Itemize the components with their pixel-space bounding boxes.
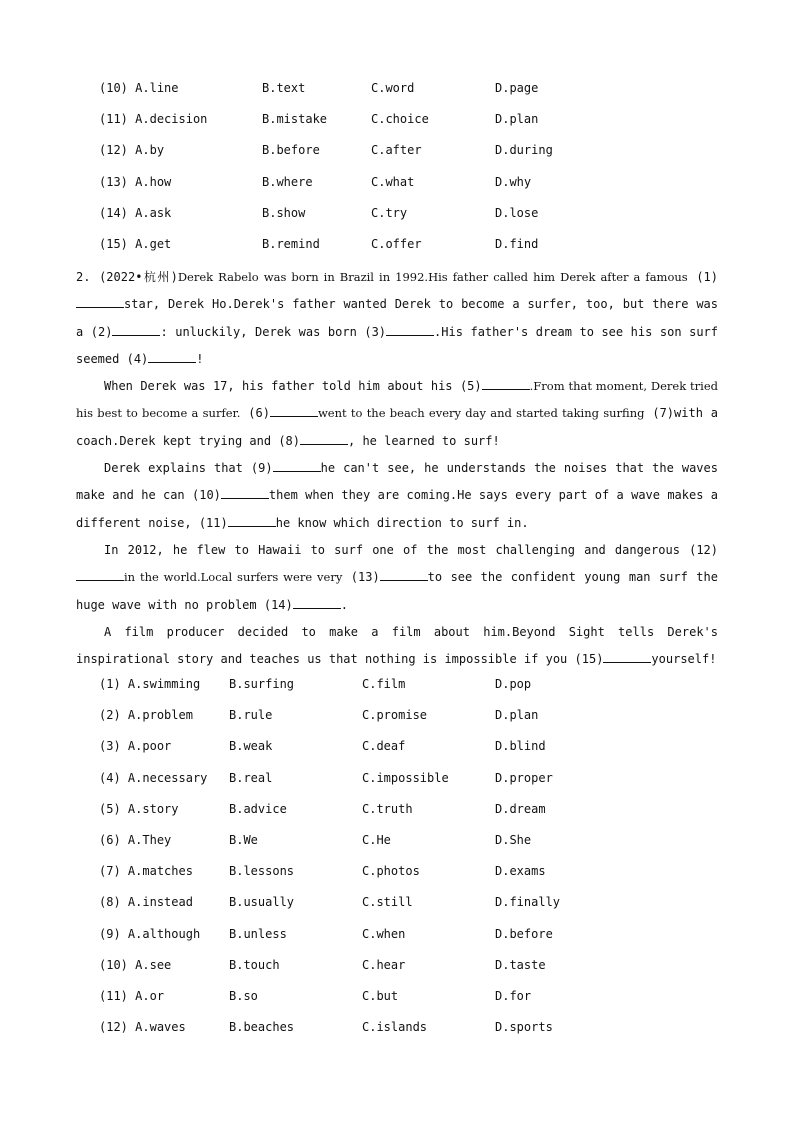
option-c: C.photos — [362, 864, 420, 879]
answer-blank[interactable] — [482, 377, 530, 390]
option-a: (3) A.poor — [99, 739, 172, 754]
passage-text: .From that moment, Derek tried his best to become a surfer. — [76, 379, 718, 421]
question2-passage — [76, 264, 718, 673]
question2-options — [0, 676, 794, 1050]
blank-number: (7) — [652, 406, 675, 421]
blank-number: (2) — [90, 324, 113, 339]
option-a: (7) A.matches — [99, 864, 193, 879]
option-a: (12) A.waves — [99, 1020, 186, 1035]
option-c: C.when — [362, 926, 406, 941]
passage-paragraph-1 — [76, 264, 718, 373]
option-c: C.offer — [371, 236, 422, 251]
option-a: (6) A.They — [99, 832, 172, 847]
option-row — [0, 863, 794, 894]
option-a: (1) A.swimming — [99, 677, 201, 691]
option-d: D.sports — [495, 1020, 553, 1035]
passage-paragraph-5 — [76, 619, 718, 674]
option-d: D.taste — [495, 957, 546, 972]
option-b: B.remind — [262, 236, 320, 251]
answer-blank[interactable] — [380, 568, 428, 581]
option-a: (10) A.line — [99, 81, 179, 95]
answer-blank[interactable] — [228, 514, 276, 527]
option-a: (11) A.or — [99, 988, 165, 1003]
blank-number: (1) — [696, 270, 718, 284]
option-b: B.rule — [229, 708, 273, 723]
option-b: B.before — [262, 143, 320, 158]
option-b: B.surfing — [229, 677, 295, 691]
option-d: D.plan — [495, 708, 539, 723]
option-d: D.exams — [495, 864, 546, 879]
option-c: C.film — [362, 677, 406, 691]
passage-text: to see the confident young man surf the huge wave with no problem — [76, 570, 718, 612]
option-b: B.touch — [229, 957, 280, 972]
option-d: D.She — [495, 832, 532, 847]
option-row — [0, 894, 794, 925]
option-d: D.lose — [495, 205, 539, 220]
option-b: B.show — [262, 205, 306, 220]
option-row — [0, 142, 794, 173]
option-c: C.what — [371, 174, 415, 189]
answer-blank[interactable] — [148, 350, 196, 363]
option-a: (14) A.ask — [99, 205, 172, 220]
option-d: D.why — [495, 174, 532, 189]
option-row — [0, 926, 794, 957]
option-b: B.We — [229, 832, 258, 847]
option-a: (15) A.get — [99, 236, 172, 251]
answer-blank[interactable] — [386, 323, 434, 336]
option-b: B.where — [262, 174, 313, 189]
option-b: B.text — [262, 81, 306, 95]
passage-paragraph-2 — [76, 373, 718, 455]
option-d: D.page — [495, 81, 539, 95]
option-a: (2) A.problem — [99, 708, 193, 723]
blank-number: (13) — [350, 570, 380, 585]
option-a: (13) A.how — [99, 174, 172, 189]
passage-text: yourself! — [651, 652, 717, 667]
option-a: (9) A.although — [99, 926, 201, 941]
answer-blank[interactable] — [300, 432, 348, 445]
passage-text: star, Derek Ho.Derek's father wanted Derek to become a surfer, too, but there was a — [76, 297, 718, 339]
option-a: (10) A.see — [99, 957, 172, 972]
option-b: B.weak — [229, 739, 273, 754]
passage-text: in the world.Local surfers were very — [124, 570, 343, 585]
blank-number: (6) — [248, 406, 270, 421]
option-b: B.so — [229, 988, 258, 1003]
blank-number: (10) — [192, 488, 221, 503]
blank-number: (12) — [689, 542, 718, 557]
option-b: B.beaches — [229, 1020, 295, 1035]
option-c: C.choice — [371, 112, 429, 127]
passage-text: ! — [196, 351, 204, 366]
blank-number: (5) — [459, 379, 482, 394]
option-row — [0, 111, 794, 142]
option-a: (4) A.necessary — [99, 770, 208, 785]
option-d: D.dream — [495, 801, 546, 816]
option-c: C.word — [371, 81, 415, 95]
option-d: D.for — [495, 988, 532, 1003]
passage-text: them when they are coming.He says every part of a wave makes a different noise, — [76, 488, 718, 530]
blank-number: (14) — [263, 597, 293, 612]
passage-text: he know which direction to surf in. — [275, 515, 529, 530]
passage-text: : unluckily, Derek was born — [160, 324, 357, 339]
option-row — [0, 957, 794, 988]
option-d: D.proper — [495, 770, 553, 785]
option-b: B.advice — [229, 801, 287, 816]
answer-blank[interactable] — [293, 596, 341, 609]
option-c: C.but — [362, 988, 399, 1003]
passage-text: A film producer decided to make a film about him.Beyond Sight tells Derek's inspirational story and teaches us that nothing is impossible if you — [76, 624, 718, 667]
option-row — [0, 236, 794, 267]
question-source: (2022•杭州) — [99, 270, 178, 284]
option-row — [0, 832, 794, 863]
option-c: C.islands — [362, 1020, 428, 1035]
blank-number: (15) — [574, 652, 604, 667]
blank-number: (4) — [126, 351, 149, 366]
option-row — [0, 738, 794, 769]
option-d: D.blind — [495, 739, 546, 754]
option-d: D.pop — [495, 677, 532, 691]
blank-number: (8) — [278, 433, 300, 448]
question-number: 2. — [76, 270, 91, 284]
option-d: D.find — [495, 236, 539, 251]
option-a: (5) A.story — [99, 801, 179, 816]
blank-number: (3) — [364, 324, 387, 339]
option-b: B.lessons — [229, 864, 295, 879]
option-c: C.deaf — [362, 739, 406, 754]
option-a: (11) A.decision — [99, 112, 208, 127]
option-d: D.finally — [495, 895, 561, 910]
option-row — [0, 707, 794, 738]
option-a: (8) A.instead — [99, 895, 193, 910]
answer-blank[interactable] — [603, 650, 651, 663]
option-d: D.before — [495, 926, 553, 941]
option-c: C.still — [362, 895, 413, 910]
passage-text: , he learned to surf! — [348, 433, 500, 448]
option-row — [0, 801, 794, 832]
option-c: C.He — [362, 832, 391, 847]
passage-paragraph-4 — [76, 537, 718, 619]
passage-text: Derek explains that — [104, 461, 243, 476]
answer-blank[interactable] — [112, 323, 160, 336]
passage-text: In 2012, he flew to Hawaii to surf one of the most challenging and dangerous — [104, 542, 680, 557]
passage-text: with a coach.Derek kept trying and — [76, 406, 718, 448]
option-c: C.truth — [362, 801, 413, 816]
option-c: C.hear — [362, 957, 406, 972]
answer-blank[interactable] — [221, 486, 269, 499]
question1-options — [0, 80, 794, 267]
option-row — [0, 676, 794, 707]
option-row — [0, 174, 794, 205]
option-row — [0, 1019, 794, 1050]
answer-blank[interactable] — [76, 295, 124, 308]
option-b: B.mistake — [262, 112, 328, 127]
option-d: D.plan — [495, 112, 539, 127]
passage-paragraph-3 — [76, 455, 718, 537]
option-c: C.impossible — [362, 770, 449, 785]
option-a: (12) A.by — [99, 143, 165, 158]
option-b: B.usually — [229, 895, 295, 910]
option-c: C.try — [371, 205, 408, 220]
option-row — [0, 770, 794, 801]
answer-blank[interactable] — [270, 404, 318, 417]
option-row — [0, 988, 794, 1019]
option-row — [0, 80, 794, 111]
answer-blank[interactable] — [76, 568, 124, 581]
option-c: C.promise — [362, 708, 428, 723]
passage-text: he can't see, he understands the noises that the waves make and he can — [76, 461, 718, 503]
passage-text: .His father's dream to see his son surf seemed — [76, 324, 718, 366]
passage-text: . — [340, 597, 348, 612]
passage-text: Derek Rabelo was born in Brazil in 1992.His father called him Derek after a famous — [177, 270, 688, 284]
option-c: C.after — [371, 143, 422, 158]
option-row — [0, 205, 794, 236]
passage-text: When Derek was 17, his father told him about his — [104, 379, 453, 394]
passage-text: went to the beach every day and started taking surfing — [317, 406, 645, 421]
option-b: B.unless — [229, 926, 287, 941]
blank-number: (11) — [198, 515, 228, 530]
option-b: B.real — [229, 770, 273, 785]
blank-number: (9) — [250, 461, 273, 476]
option-d: D.during — [495, 143, 553, 158]
answer-blank[interactable] — [273, 459, 321, 472]
